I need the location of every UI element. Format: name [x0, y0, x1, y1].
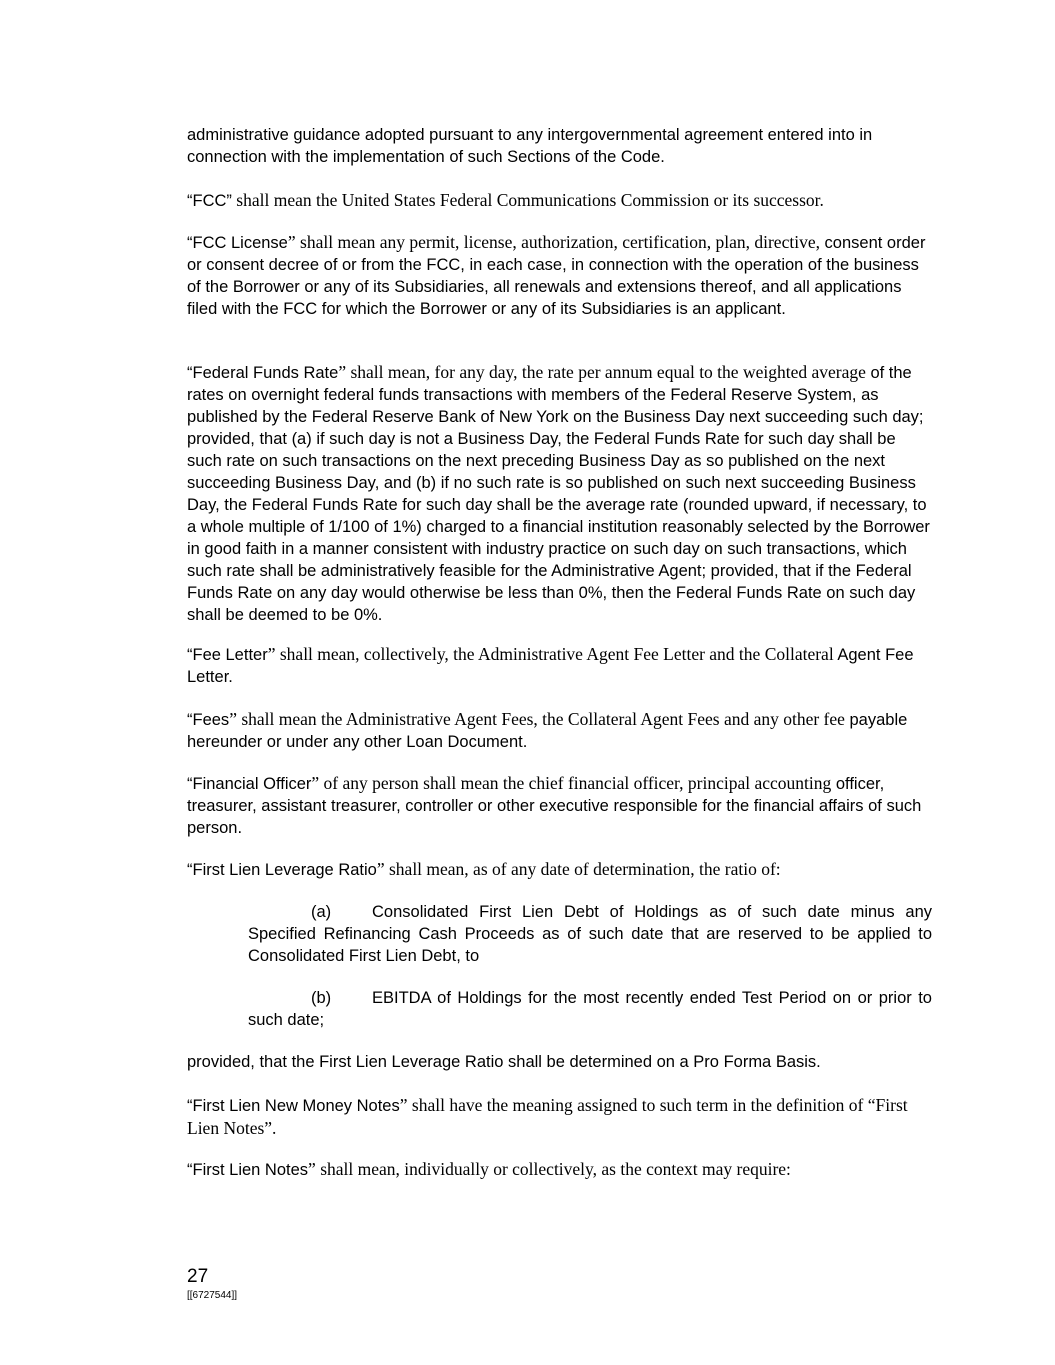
definition-text: payable hereunder or under any other Loan Document.	[187, 711, 908, 751]
definition-text: of the rates on overnight federal funds transactions with members of the Federal Reserve System, as published by the Federal Reserve Bank of New York on the Business Day next succeeding such day; provided, that (a) if such day is not a Business Day, the Federal Funds Rate for such day shall be such rate on such transactions on the next preceding Business Day as so published on the next succeeding Business Day, and (b) if no such rate is so published on such next succeeding Business Day, the Federal Funds Rate for such day shall be the average rate (rounded upward, if necessary, to a whole multiple of 1/100 of 1%) charged to a financial institution reasonably selected by the Borrower in good faith in a manner consistent with industry practice on such day on such transactions, which such rate shall be administratively feasible for the Administrative Agent; provided, that if the Federal Funds Rate on any day would otherwise be less than 0%, then the Federal Funds Rate on such day shall be deemed to be 0%.	[187, 364, 930, 624]
document-id: [[6727544]]	[187, 1290, 238, 1301]
definition-fcc-license	[187, 231, 932, 320]
defined-term: “Fee Letter	[187, 646, 268, 664]
definition-text: ” shall mean, individually or collectively, as the context may require:	[308, 1159, 791, 1179]
definition-first-lien-new-money-notes	[187, 1094, 932, 1140]
defined-term: “First Lien Notes	[187, 1161, 309, 1179]
clause-text: EBITDA of Holdings for the most recently ended Test Period on or prior to such date;	[248, 989, 932, 1029]
defined-term: “Fees	[187, 711, 230, 729]
paragraph-code-continuation	[187, 124, 932, 168]
definition-financial-officer	[187, 772, 932, 839]
definition-fee-letter	[187, 643, 932, 688]
paragraph-text: provided, that the First Lien Leverage Ratio shall be determined on a Pro Forma Basis.	[187, 1053, 821, 1071]
definition-text: officer, treasurer, assistant treasurer, controller or other executive responsible for the financial affairs of such person.	[187, 775, 922, 837]
definition-fees	[187, 708, 932, 753]
clause-label: (b)	[311, 989, 332, 1007]
defined-term: “FCC License	[187, 234, 288, 252]
defined-term: “First Lien Leverage Ratio	[187, 861, 377, 879]
clause-b	[248, 987, 932, 1031]
defined-term: “First Lien New Money Notes	[187, 1097, 400, 1115]
paragraph-text: administrative guidance adopted pursuant to any intergovernmental agreement entered into in connection with the implementation of such Sections of the Code.	[187, 126, 873, 166]
definition-fcc	[187, 189, 932, 212]
clause-text: Consolidated First Lien Debt of Holdings as of such date minus any Specified Refinancing Cash Proceeds as of such date that are reserved to be applied to Consolidated First Lien Debt, to	[248, 903, 932, 965]
defined-term: “Financial Officer	[187, 775, 312, 793]
clause-label: (a)	[311, 903, 332, 921]
definition-federal-funds-rate	[187, 361, 932, 626]
definition-first-lien-leverage-ratio	[187, 858, 932, 881]
definition-text: ” shall have the meaning assigned to such term in the definition of “First Lien Notes”.	[187, 1095, 908, 1138]
definition-text-lead: ” shall mean, collectively, the Administrative Agent Fee Letter and the Collateral	[267, 644, 834, 664]
defined-term: “Federal Funds Rate	[187, 364, 339, 382]
proviso-pro-forma	[187, 1051, 932, 1073]
definition-text: shall mean the United States Federal Communications Commission or its successor.	[231, 190, 824, 210]
definition-text: consent order or consent decree of or from the FCC, in each case, in connection with the operation of the business of the Borrower or any of its Subsidiaries, all renewals and extensions thereof, and all applications filed with the FCC for which the Borrower or any of its Subsidiaries is an applicant.	[187, 234, 926, 318]
definition-text-lead: ” of any person shall mean the chief financial officer, principal accounting	[311, 773, 832, 793]
definition-text-lead: ” shall mean any permit, license, authorization, certification, plan, directive,	[287, 232, 820, 252]
definition-first-lien-notes	[187, 1158, 932, 1181]
definition-text: Agent Fee Letter.	[187, 646, 914, 686]
definition-text: ” shall mean, as of any date of determination, the ratio of:	[376, 859, 781, 879]
definition-text-lead: ” shall mean, for any day, the rate per annum equal to the weighted average	[338, 362, 866, 382]
defined-term: “FCC”	[187, 192, 232, 210]
definition-text-lead: ” shall mean the Administrative Agent Fees, the Collateral Agent Fees and any other fee	[229, 709, 845, 729]
page-number: 27	[187, 1266, 209, 1287]
clause-a	[248, 901, 932, 967]
